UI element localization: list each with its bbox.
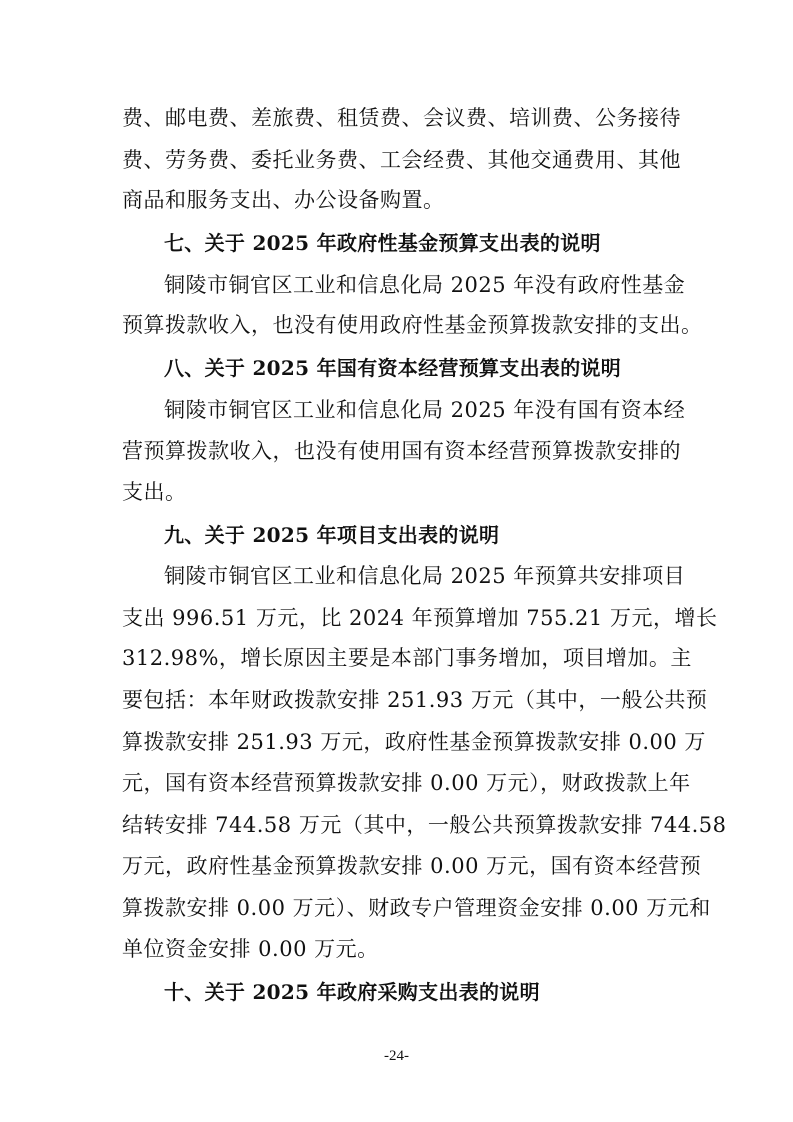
page-number: -24- — [384, 1048, 409, 1064]
section-heading-8: 八、关于 2025 年国有资本经营预算支出表的说明 — [164, 356, 622, 380]
body-text-line: 万元，政府性基金预算拨款安排 0.00 万元，国有资本经营预 — [122, 854, 702, 878]
body-text-line: 铜陵市铜官区工业和信息化局 2025 年预算共安排项目 — [164, 564, 686, 588]
body-text-line: 商品和服务支出、办公设备购置。 — [122, 188, 445, 212]
body-text-line: 支出。 — [122, 480, 187, 504]
body-text-line: 312.98%，增长原因主要是本部门事务增加，项目增加。主 — [122, 646, 692, 670]
body-text-line: 铜陵市铜官区工业和信息化局 2025 年没有政府性基金 — [164, 273, 686, 297]
body-text-line: 算拨款安排 251.93 万元，政府性基金预算拨款安排 0.00 万 — [122, 730, 706, 754]
body-text-line: 费、劳务费、委托业务费、工会经费、其他交通费用、其他 — [122, 148, 681, 172]
body-text-line: 预算拨款收入，也没有使用政府性基金预算拨款安排的支出。 — [122, 313, 703, 337]
body-text-line: 元，国有资本经营预算拨款安排 0.00 万元），财政拨款上年 — [122, 771, 691, 795]
body-text-line: 费、邮电费、差旅费、租赁费、会议费、培训费、公务接待 — [122, 106, 681, 130]
body-text-line: 支出 996.51 万元，比 2024 年预算增加 755.21 万元，增长 — [122, 606, 718, 630]
body-text-line: 铜陵市铜官区工业和信息化局 2025 年没有国有资本经 — [164, 398, 686, 422]
body-text-line: 单位资金安排 0.00 万元。 — [122, 937, 379, 961]
body-text-line: 要包括：本年财政拨款安排 251.93 万元（其中，一般公共预 — [122, 688, 708, 712]
section-heading-9: 九、关于 2025 年项目支出表的说明 — [164, 523, 500, 547]
section-heading-7: 七、关于 2025 年政府性基金预算支出表的说明 — [164, 231, 601, 255]
section-heading-10: 十、关于 2025 年政府采购支出表的说明 — [164, 980, 540, 1004]
body-text-line: 结转安排 744.58 万元（其中，一般公共预算拨款安排 744.58 — [122, 813, 727, 837]
body-text-line: 营预算拨款收入，也没有使用国有资本经营预算拨款安排的 — [122, 439, 681, 463]
body-text-line: 算拨款安排 0.00 万元）、财政专户管理资金安排 0.00 万元和 — [122, 896, 711, 920]
